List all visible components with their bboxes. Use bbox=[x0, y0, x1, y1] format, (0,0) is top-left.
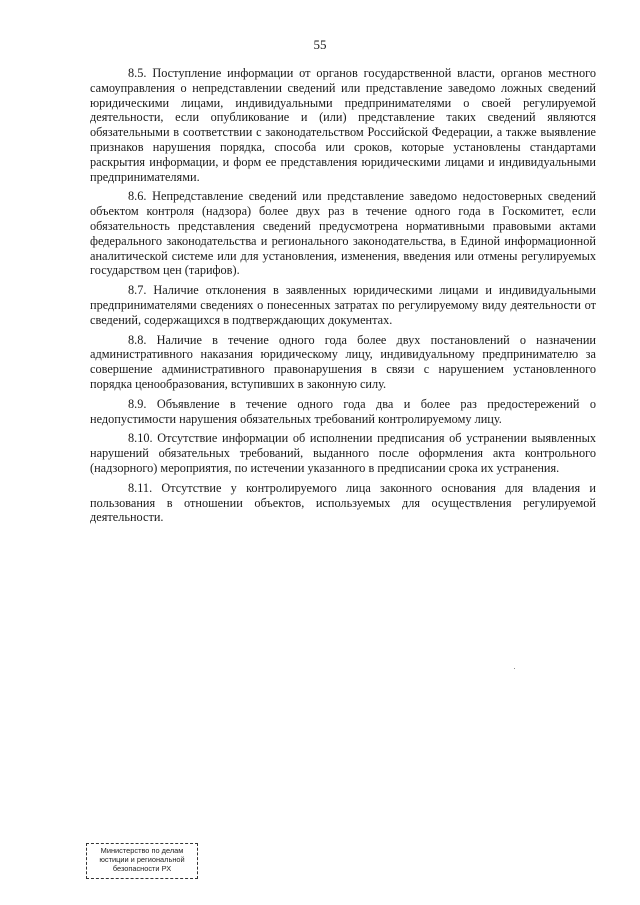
stamp-line: юстиции и региональной bbox=[99, 855, 185, 864]
paragraph-8-9: 8.9. Объявление в течение одного года два и более раз предостережений о недопустимости нарушения обязательных требований контролируемому лицу. bbox=[90, 396, 596, 426]
page-number: 55 bbox=[313, 37, 327, 52]
stamp-line: Министерство по делам bbox=[100, 846, 184, 855]
paragraph-8-11: 8.11. Отсутствие у контролируемого лица законного основания для владения и пользования в отношении объектов, используемых для осуществления регулируемой деятельности. bbox=[90, 480, 596, 525]
paragraph-8-8: 8.8. Наличие в течение одного года более двух постановлений о назначении административного наказания юридическому лицу, индивидуальному предпринимателю за совершение административного правонарушения в связи с нарушением установленного порядка ценообразования, вступивших в законную силу. bbox=[90, 332, 596, 391]
scan-speck bbox=[514, 668, 515, 669]
stamp-line: безопасности РХ bbox=[112, 864, 172, 873]
paragraph-8-7: 8.7. Наличие отклонения в заявленных юридическими лицами и индивидуальными предпринимателями сведениях о понесенных затратах по регулируемому виду деятельности от сведений, содержащихся в подтверждающих документах. bbox=[90, 283, 596, 327]
paragraph-8-6: 8.6. Непредставление сведений или представление заведомо недостоверных сведений объектом контроля (надзора) более двух раз в течение одного года в Госкомитет, если обязательность представления сведений предусмотрена нормативными правовыми актами федерального законодательства и регионального законодательства, в Единой информационной аналитической системе или для установления, изменения, введения или отмены регулируемых государством цен (тарифов). bbox=[90, 189, 596, 278]
paragraph-8-10: 8.10. Отсутствие информации об исполнении предписания об устранении выявленных нарушений обязательных требований, выданного после оформления акта контрольного (надзорного) мероприятия, по истечении указанного в предписании срока их устранения. bbox=[90, 431, 596, 475]
ministry-stamp bbox=[86, 843, 198, 879]
document-body bbox=[90, 66, 596, 530]
paragraph-8-5: 8.5. Поступление информации от органов государственной власти, органов местного самоуправления о непредставлении сведений или представление заведомо ложных сведений юридическими лицами, индивидуальными предпринимателями о своей регулируемой деятельности, если опубликование и (или) представление таких сведений являются обязательными в соответствии с законодательством Российской Федерации, а также выявление признаков нарушения порядка, способа или сроков, которые установлены стандартами раскрытия информации, и форм ее представления юридическими лицами и индивидуальными предпринимателями. bbox=[90, 66, 596, 184]
